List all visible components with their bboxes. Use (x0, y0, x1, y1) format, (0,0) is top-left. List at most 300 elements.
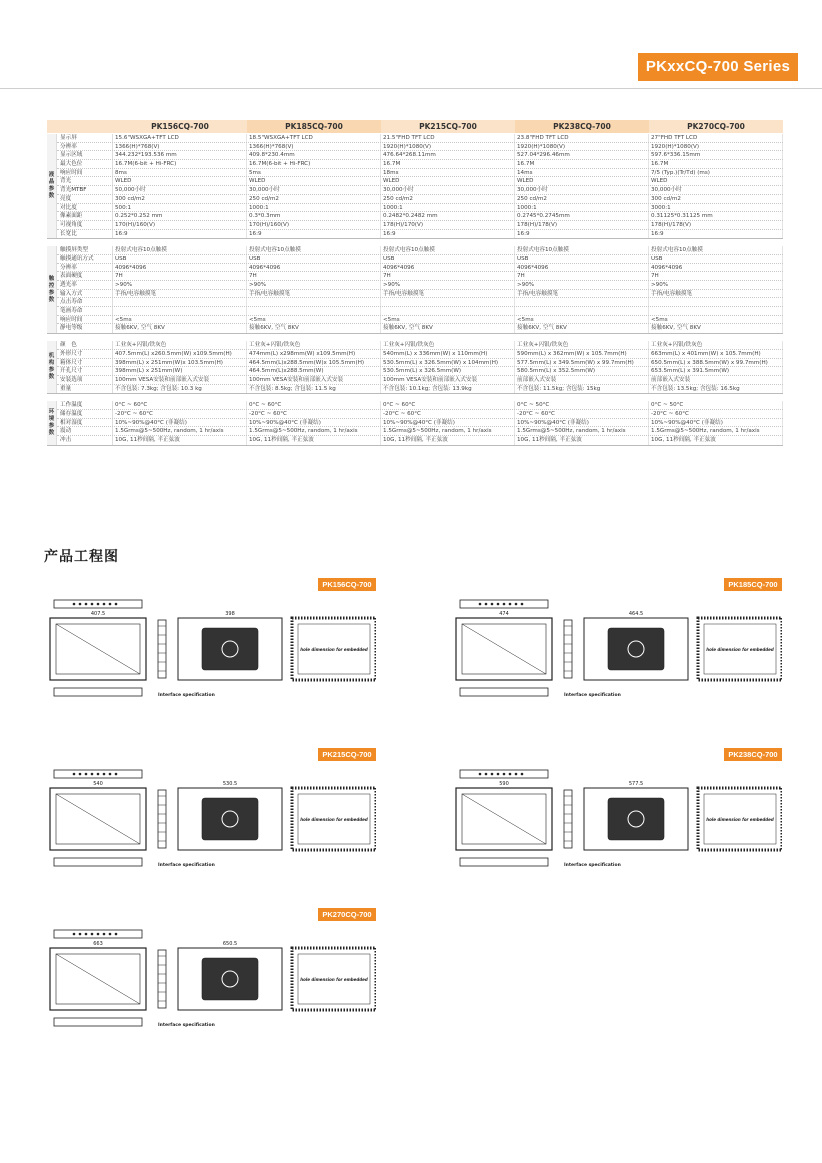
connector-port (509, 603, 512, 606)
spec-value: 前部嵌入式安装 (649, 376, 783, 384)
spec-value: 1.5Grms@5~500Hz, random, 1 hr/axis (247, 427, 381, 435)
spec-value: 10G, 11秒间隔, 半正弦波 (247, 436, 381, 445)
spec-value: 1920(H)*1080(V) (381, 143, 515, 151)
spec-value: 30,000小时 (381, 186, 515, 194)
spec-row (57, 186, 783, 195)
spec-label: 点击寿命 (57, 298, 113, 306)
connector-port (115, 933, 118, 936)
drawing-label: PK185CQ-700 (724, 578, 782, 591)
spec-value: 1.5Grms@5~500Hz, random, 1 hr/axis (515, 427, 649, 435)
spec-value: 工业灰+闪银/铁灰色 (515, 341, 649, 349)
drawings-title: 产品工程图 (44, 549, 119, 565)
spec-value: 10%~90%@40°C (非凝结) (649, 419, 783, 427)
spec-value: 663mm(L) x 401mm(W) x 105.7mm(H) (649, 350, 783, 358)
spec-value: 接触6KV, 空气 8KV (649, 324, 783, 333)
spec-value: 16.7M (649, 160, 783, 168)
spec-label: 分辨率 (57, 264, 113, 272)
spec-label: 背光MTBF (57, 186, 113, 194)
spec-value: WLED (381, 177, 515, 185)
connector-port (109, 603, 112, 606)
spec-value: 4096*4096 (381, 264, 515, 272)
spec-group-category (47, 134, 57, 238)
spec-value: 1366(H)*768(V) (113, 143, 247, 151)
spec-value: 10G, 11秒间隔, 半正弦波 (649, 436, 783, 445)
spec-label: 触摸屏类型 (57, 246, 113, 254)
spec-value: 650.5mm(L) x 388.5mm(W) x 99.7mm(H) (649, 359, 783, 367)
interface-title: Interface specification (158, 1023, 215, 1028)
spec-value: >90% (113, 281, 247, 289)
connector-port (503, 773, 506, 776)
panel-dimension: 650.5 (222, 941, 238, 947)
spec-group (47, 134, 783, 239)
spec-value: 0.2482*0.2482 mm (381, 212, 515, 220)
spec-value: 100mm VESA安装和前部嵌入式安装 (113, 376, 247, 384)
spec-value: 398mm(L) x 251mm(W) (113, 367, 247, 375)
spec-label: 亮度 (57, 195, 113, 203)
spec-label: 触摸通讯方式 (57, 255, 113, 263)
spec-value: 手指/电容触摸笔 (381, 290, 515, 298)
panel-dimension: 577.5 (628, 781, 644, 787)
category-char: 参 (48, 289, 55, 296)
connector-port (491, 773, 494, 776)
spec-value: 10G, 11秒间隔, 半正弦波 (113, 436, 247, 445)
spec-row (57, 419, 783, 428)
spec-value: 170(H)/160(V) (113, 221, 247, 229)
category-char: 液 (48, 172, 55, 179)
connector-port (515, 773, 518, 776)
spec-value: 5ms (247, 169, 381, 177)
spec-value: 投射式电容10点触摸 (381, 246, 515, 254)
spec-value: 100mm VESA安装和前部嵌入式安装 (381, 376, 515, 384)
spec-value: 590mm(L) x 362mm(W) x 105.7mm(H) (515, 350, 649, 358)
spec-value: 170(H)/160(V) (247, 221, 381, 229)
connector-port (103, 933, 106, 936)
spec-value: <5ms (649, 316, 783, 324)
panel-dimension: 530.5 (222, 781, 238, 787)
bottom-view-outline (54, 858, 142, 866)
spec-value: 653.5mm(L) x 391.5mm(W) (649, 367, 783, 375)
spec-value: 0°C ~ 60°C (381, 401, 515, 409)
spec-value: 不含包装: 8.5kg; 含包装: 11.5 kg (247, 385, 381, 394)
connector-port (97, 773, 100, 776)
category-char: 境 (48, 415, 55, 422)
spec-label: 颜 色 (57, 341, 113, 349)
spec-value: 手指/电容触摸笔 (113, 290, 247, 298)
spec-row (57, 204, 783, 213)
spec-value: 8ms (113, 169, 247, 177)
spec-value: 530.5mm(L) x 326.5mm(W) x 104mm(H) (381, 359, 515, 367)
interface-title: Interface specification (158, 863, 215, 868)
spec-value: USB (247, 255, 381, 263)
spec-table-header (47, 120, 783, 133)
spec-value: 10%~90%@40°C (非凝结) (247, 419, 381, 427)
spec-value: 不含包装: 7.3kg; 含包装: 10.3 kg (113, 385, 247, 394)
width-dimension: 474 (499, 611, 509, 617)
connector-port (509, 773, 512, 776)
spec-value: 1000:1 (247, 204, 381, 212)
connector-port (85, 773, 88, 776)
spec-label: 最大色位 (57, 160, 113, 168)
drawing-label: PK215CQ-700 (318, 748, 376, 761)
spec-row (57, 298, 783, 307)
diagonal-line (56, 954, 140, 1004)
spec-value: 16:9 (381, 230, 515, 239)
spec-value: 7H (649, 272, 783, 280)
spec-label: 显示屏 (57, 134, 113, 142)
spec-label: 冲击 (57, 436, 113, 445)
panel-dimension: 464.5 (628, 611, 644, 617)
spec-value: 1.5Grms@5~500Hz, random, 1 hr/axis (113, 427, 247, 435)
category-char: 数 (48, 429, 55, 436)
spec-value: -20°C ~ 60°C (113, 410, 247, 418)
spec-row (57, 169, 783, 178)
spec-value: 4096*4096 (515, 264, 649, 272)
spec-value: 300 cd/m2 (113, 195, 247, 203)
rear-housing (202, 958, 258, 1000)
spec-value: 178(H)/170(V) (381, 221, 515, 229)
spec-value: 不含包装: 11.5kg; 含包装: 15kg (515, 385, 649, 394)
spec-value: 464.5mm(L)x288.5mm(W)x 105.5mm(H) (247, 359, 381, 367)
spec-label: 箱体尺寸 (57, 359, 113, 367)
spec-value: <5ms (247, 316, 381, 324)
spec-row (57, 436, 783, 445)
connector-port (485, 773, 488, 776)
engineering-drawing (40, 908, 376, 1058)
cutout-note: hole dimension for embedded (706, 647, 774, 652)
spec-value: 7H (381, 272, 515, 280)
connector-port (109, 773, 112, 776)
engineering-drawing (446, 578, 782, 728)
spec-value: 0°C ~ 50°C (515, 401, 649, 409)
spec-label: 响应时间 (57, 316, 113, 324)
spec-value: 10%~90%@40°C (非凝结) (515, 419, 649, 427)
connector-port (97, 603, 100, 606)
diagonal-line (56, 794, 140, 844)
spec-row (57, 376, 783, 385)
model-header: PK270CQ-700 (687, 122, 745, 131)
spec-group (47, 401, 783, 445)
spec-value: 接触6KV, 空气 8KV (113, 324, 247, 333)
spec-label: 工作温度 (57, 401, 113, 409)
spec-value: 不含包装: 13.5kg; 含包装: 16.5kg (649, 385, 783, 394)
spec-value: 投射式电容10点触摸 (649, 246, 783, 254)
connector-port (91, 603, 94, 606)
category-char: 参 (48, 186, 55, 193)
spec-row (57, 264, 783, 273)
spec-value: >90% (381, 281, 515, 289)
spec-row (57, 230, 783, 239)
spec-value: 0.3*0.3mm (247, 212, 381, 220)
spec-label: 储存温度 (57, 410, 113, 418)
spec-value: 接触6KV, 空气 8KV (515, 324, 649, 333)
spec-value: USB (113, 255, 247, 263)
spec-value: 不含包装: 10.1kg; 含包装: 13.9kg (381, 385, 515, 394)
spec-value: 投射式电容10点触摸 (113, 246, 247, 254)
spec-value: 1366(H)*768(V) (247, 143, 381, 151)
cutout-note: hole dimension for embedded (300, 977, 368, 982)
spec-value: 手指/电容触摸笔 (649, 290, 783, 298)
category-char: 环 (48, 408, 55, 415)
spec-row (57, 160, 783, 169)
spec-value: 474mm(L) x298mm(W) x109.5mm(H) (247, 350, 381, 358)
panel-dimension: 398 (225, 611, 235, 617)
spec-row (57, 316, 783, 325)
spec-value: 7/5 (Typ.)(Tr/Td) (ms) (649, 169, 783, 177)
side-view-outline (564, 620, 572, 678)
spec-label: 重量 (57, 385, 113, 394)
spec-value: 16:9 (247, 230, 381, 239)
spec-value: >90% (649, 281, 783, 289)
spec-row (57, 427, 783, 436)
spec-value: 500:1 (113, 204, 247, 212)
connector-port (491, 603, 494, 606)
connector-port (503, 603, 506, 606)
spec-value: 7H (247, 272, 381, 280)
spec-value: 0°C ~ 50°C (649, 401, 783, 409)
connector-port (79, 933, 82, 936)
spec-value: <5ms (515, 316, 649, 324)
spec-value: 接触6KV, 空气 8KV (381, 324, 515, 333)
category-char: 数 (48, 374, 55, 381)
spec-value: 16.7M(6-bit + Hi-FRC) (247, 160, 381, 168)
spec-value: 14ms (515, 169, 649, 177)
spec-group (47, 246, 783, 334)
spec-value: 4096*4096 (113, 264, 247, 272)
connector-port (479, 773, 482, 776)
engineering-drawing (40, 748, 376, 898)
spec-value: 投射式电容10点触摸 (515, 246, 649, 254)
bottom-view-outline (460, 858, 548, 866)
spec-value: 16:9 (515, 230, 649, 239)
spec-row (57, 290, 783, 299)
spec-value: <5ms (113, 316, 247, 324)
connector-port (91, 773, 94, 776)
spec-value: 527.04*296.46mm (515, 151, 649, 159)
category-char: 机 (48, 353, 55, 360)
spec-value: 1000:1 (515, 204, 649, 212)
spec-label: 静电等级 (57, 324, 113, 333)
spec-value: USB (649, 255, 783, 263)
spec-value: 344.232*193.536 mm (113, 151, 247, 159)
spec-label: 长宽比 (57, 230, 113, 239)
spec-label: 对比度 (57, 204, 113, 212)
interface-title: Interface specification (564, 693, 621, 698)
spec-value: 398mm(L) x 251mm(W)x 103.5mm(H) (113, 359, 247, 367)
spec-group (47, 341, 783, 394)
spec-value (381, 307, 515, 315)
connector-port (79, 773, 82, 776)
spec-value: USB (381, 255, 515, 263)
spec-value: WLED (515, 177, 649, 185)
cutout-note: hole dimension for embedded (300, 647, 368, 652)
diagonal-line (462, 624, 546, 674)
diagonal-line (56, 624, 140, 674)
spec-value: 100mm VESA安装和前部嵌入式安装 (247, 376, 381, 384)
spec-value: 0.31125*0.31125 mm (649, 212, 783, 220)
drawing-pk215 (40, 748, 376, 898)
spec-value: 21.5"FHD TFT LCD (381, 134, 515, 142)
spec-value: WLED (113, 177, 247, 185)
spec-value: -20°C ~ 60°C (649, 410, 783, 418)
spec-value: 投射式电容10点触摸 (247, 246, 381, 254)
spec-row (57, 401, 783, 410)
spec-value: 0.2745*0.2745mm (515, 212, 649, 220)
spec-value: 工业灰+闪银/铁灰色 (247, 341, 381, 349)
category-char: 参 (48, 422, 55, 429)
spec-label: 输入方式 (57, 290, 113, 298)
spec-value: 597.6*336.15mm (649, 151, 783, 159)
connector-port (521, 603, 524, 606)
spec-row (57, 281, 783, 290)
spec-row (57, 177, 783, 186)
spec-value: 3000:1 (649, 204, 783, 212)
spec-label: 笔画寿命 (57, 307, 113, 315)
spec-label: 透光率 (57, 281, 113, 289)
spec-value: 580.5mm(L) x 352.5mm(W) (515, 367, 649, 375)
width-dimension: 407.5 (90, 611, 106, 617)
spec-value: 300 cd/m2 (649, 195, 783, 203)
spec-row (57, 359, 783, 368)
rear-housing (608, 798, 664, 840)
spec-value (649, 307, 783, 315)
connector-port (115, 603, 118, 606)
spec-value: <5ms (381, 316, 515, 324)
spec-label: 开孔尺寸 (57, 367, 113, 375)
category-char: 数 (48, 296, 55, 303)
spec-value: 407.5mm(L) x260.5mm(W) x109.5mm(H) (113, 350, 247, 358)
model-header: PK238CQ-700 (515, 120, 649, 133)
diagonal-line (462, 794, 546, 844)
spec-value: 接触6KV, 空气 8KV (247, 324, 381, 333)
spec-label: 分辨率 (57, 143, 113, 151)
category-char: 晶 (48, 179, 55, 186)
category-char: 参 (48, 367, 55, 374)
spec-value (515, 298, 649, 306)
rear-housing (608, 628, 664, 670)
spec-value: 16.7M (515, 160, 649, 168)
spec-value: 手指/电容触摸笔 (247, 290, 381, 298)
spec-groups (47, 134, 783, 446)
spec-row (57, 134, 783, 143)
spec-value: 27"FHD TFT LCD (649, 134, 783, 142)
spec-label: 相对湿度 (57, 419, 113, 427)
spec-value: 540mm(L) x 336mm(W) x 110mm(H) (381, 350, 515, 358)
spec-value: 4096*4096 (649, 264, 783, 272)
spec-value: 工业灰+闪银/铁灰色 (113, 341, 247, 349)
spec-row (57, 324, 783, 333)
spec-label: 显示区域 (57, 151, 113, 159)
spec-value (649, 298, 783, 306)
connector-port (85, 933, 88, 936)
spec-value (247, 298, 381, 306)
spec-value: 464.5mm(L)x288.5mm(W) (247, 367, 381, 375)
spec-label: 震动 (57, 427, 113, 435)
spec-group-category (47, 341, 57, 393)
spec-row (57, 410, 783, 419)
spec-row (57, 367, 783, 376)
category-char: 控 (48, 282, 55, 289)
drawing-label: PK238CQ-700 (724, 748, 782, 761)
spec-value: 409.8*230.4mm (247, 151, 381, 159)
spec-value: 30,000小时 (515, 186, 649, 194)
spec-value: 1.5Grms@5~500Hz, random, 1 hr/axis (381, 427, 515, 435)
spec-value: 工业灰+闪银/铁灰色 (381, 341, 515, 349)
drawing-pk185 (446, 578, 782, 728)
spec-value: 10G, 11秒间隔, 半正弦波 (381, 436, 515, 445)
width-dimension: 540 (93, 781, 103, 787)
rear-housing (202, 798, 258, 840)
model-header: PK185CQ-700 (247, 120, 381, 133)
spec-value: 10%~90%@40°C (非凝结) (381, 419, 515, 427)
spec-value: 530.5mm(L) x 326.5mm(W) (381, 367, 515, 375)
spec-label: 背光 (57, 177, 113, 185)
spec-label: 响应时间 (57, 169, 113, 177)
spec-row (57, 272, 783, 281)
connector-port (73, 773, 76, 776)
spec-value: 23.8"FHD TFT LCD (515, 134, 649, 142)
connector-port (73, 603, 76, 606)
connector-port (91, 933, 94, 936)
connector-port (479, 603, 482, 606)
spec-group-category (47, 246, 57, 333)
connector-port (73, 933, 76, 936)
spec-value: 0°C ~ 60°C (113, 401, 247, 409)
connector-port (109, 933, 112, 936)
spec-value: 30,000小时 (247, 186, 381, 194)
spec-value (113, 298, 247, 306)
spec-row (57, 143, 783, 152)
spec-row (57, 307, 783, 316)
connector-port (485, 603, 488, 606)
side-view-outline (158, 620, 166, 678)
category-char: 构 (48, 360, 55, 367)
spec-value: -20°C ~ 60°C (247, 410, 381, 418)
connector-port (115, 773, 118, 776)
spec-value: 16:9 (649, 230, 783, 239)
spec-table (47, 120, 783, 446)
bottom-view-outline (460, 688, 548, 696)
drawing-pk270 (40, 908, 376, 1058)
connector-port (515, 603, 518, 606)
engineering-drawing (40, 578, 376, 728)
connector-port (103, 603, 106, 606)
engineering-drawing (446, 748, 782, 898)
spec-value: 577.5mm(L) x 349.5mm(W) x 99.7mm(H) (515, 359, 649, 367)
spec-value: WLED (649, 177, 783, 185)
series-badge: PKxxCQ-700 Series (638, 53, 798, 81)
spec-label: 像素面距 (57, 212, 113, 220)
spec-row (57, 195, 783, 204)
drawing-pk238 (446, 748, 782, 898)
side-view-outline (564, 790, 572, 848)
spec-value: 250 cd/m2 (247, 195, 381, 203)
connector-port (97, 933, 100, 936)
connector-port (79, 603, 82, 606)
header-divider (0, 88, 822, 89)
interface-title: Interface specification (158, 693, 215, 698)
cutout-note: hole dimension for embedded (300, 817, 368, 822)
connector-port (103, 773, 106, 776)
spec-row (57, 255, 783, 264)
spec-row (57, 350, 783, 359)
spec-value: 10G, 11秒间隔, 半正弦波 (515, 436, 649, 445)
spec-value: 1000:1 (381, 204, 515, 212)
spec-label: 可视角度 (57, 221, 113, 229)
spec-value: USB (515, 255, 649, 263)
spec-value: -20°C ~ 60°C (381, 410, 515, 418)
spec-row (57, 212, 783, 221)
spec-row (57, 221, 783, 230)
